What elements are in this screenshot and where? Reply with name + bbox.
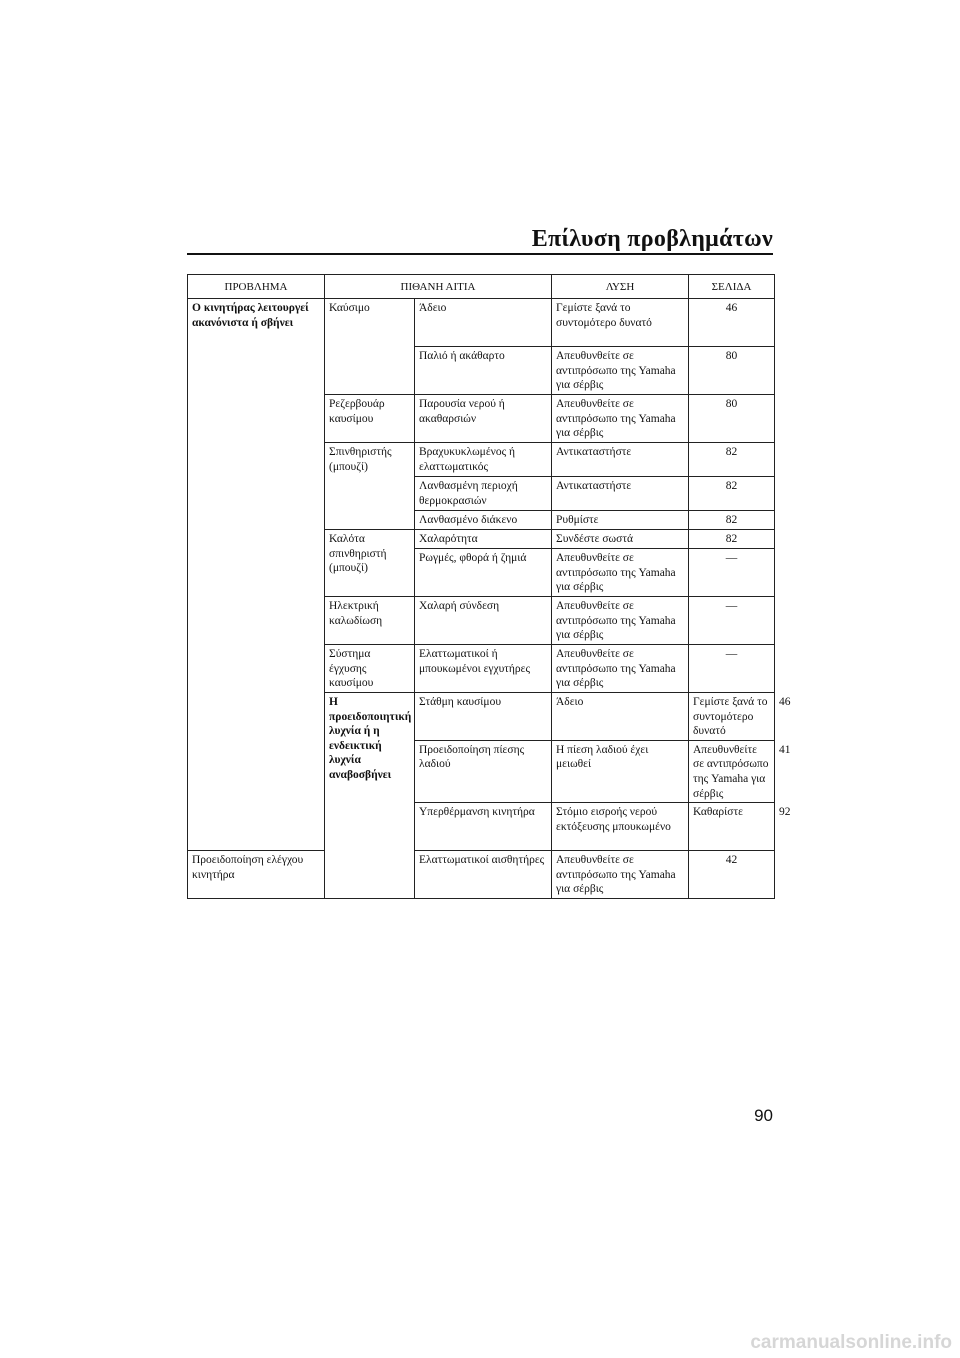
- page-ref-cell: 42: [689, 851, 775, 899]
- solution-cell: Απευθυνθείτε σε αντιπρόσωπο της Yamaha για σέρβις: [552, 347, 689, 395]
- page-number: 90: [754, 1106, 773, 1125]
- detail-cell: Ελαττωματικοί αισθητήρες: [415, 851, 552, 899]
- cause-cell: Υπερθέρμανση κινητήρα: [415, 803, 552, 851]
- solution-cell: Ρυθμίστε: [552, 511, 689, 530]
- solution-cell: Αντικαταστήστε: [552, 477, 689, 511]
- page-ref-cell: —: [689, 549, 775, 597]
- table-row: Προειδοποίηση πίεσης λαδιού Η πίεση λαδιού έχει μειωθεί Απευθυνθείτε σε αντιπρόσωπο της Yamaha για σέρβις 41: [188, 740, 775, 802]
- solution-cell: Απευθυνθείτε σε αντιπρόσωπο της Yamaha για σέρβις: [552, 597, 689, 645]
- solution-cell: Συνδέστε σωστά: [552, 530, 689, 549]
- page-ref-cell: 80: [689, 395, 775, 443]
- cause-cell: Καλότα σπινθηριστή (μπουζί): [325, 530, 415, 597]
- detail-cell: Ρωγμές, φθορά ή ζημιά: [415, 549, 552, 597]
- table-row: [188, 299, 775, 347]
- title-divider: [187, 253, 773, 255]
- solution-cell: Γεμίστε ξανά το συντομότερο δυνατό: [552, 299, 689, 347]
- detail-cell: Άδειο: [552, 693, 689, 741]
- detail-cell: Λανθασμένο διάκενο: [415, 511, 552, 530]
- header-solution: ΛΥΣΗ: [552, 275, 689, 299]
- cause-cell: Προειδοποίηση ελέγχου κινητήρα: [188, 851, 325, 899]
- detail-cell: Χαλαρότητα: [415, 530, 552, 549]
- detail-cell: Η πίεση λαδιού έχει μειωθεί: [552, 740, 689, 802]
- solution-cell: Γεμίστε ξανά το συντομότερο δυνατό: [689, 693, 775, 741]
- table-row: Υπερθέρμανση κινητήρα Στόμιο εισροής νερού εκτόξευσης μπουκωμένο Καθαρίστε 92: [188, 803, 775, 851]
- cause-cell: Καύσιμο: [325, 299, 415, 395]
- detail-cell: Άδειο: [415, 299, 552, 347]
- table-row: Η προειδοποιητική λυχνία ή η ενδεικτική λυχνία αναβοσβήνει Στάθμη καυσίμου Άδειο Γεμίστε ξανά το συντομότερο δυνατό 46: [188, 693, 775, 741]
- cause-cell: Σύστημα έγχυσης καυσίμου: [325, 645, 415, 693]
- page-ref-cell: —: [689, 645, 775, 693]
- solution-cell: Απευθυνθείτε σε αντιπρόσωπο της Yamaha για σέρβις: [552, 395, 689, 443]
- detail-cell: Παλιό ή ακάθαρτο: [415, 347, 552, 395]
- problem-cell: Ο κινητήρας λειτουργεί ακανόνιστα ή σβήνει: [188, 299, 325, 851]
- solution-cell: Αντικαταστήστε: [552, 443, 689, 477]
- detail-cell: Ελαττωματικοί ή μπουκωμένοι εγχυτήρες: [415, 645, 552, 693]
- page-ref-cell: 82: [689, 477, 775, 511]
- page-ref-cell: 46: [689, 299, 775, 347]
- solution-cell: Απευθυνθείτε σε αντιπρόσωπο της Yamaha για σέρβις: [552, 645, 689, 693]
- solution-cell: Απευθυνθείτε σε αντιπρόσωπο της Yamaha για σέρβις: [552, 549, 689, 597]
- page-ref-cell: 82: [689, 443, 775, 477]
- header-problem: ΠΡΟΒΛΗΜΑ: [188, 275, 325, 299]
- table-header-row: [188, 275, 775, 299]
- table-row: [188, 851, 775, 899]
- header-page: ΣΕΛΙΔΑ: [689, 275, 775, 299]
- page-ref-cell: 82: [689, 530, 775, 549]
- detail-cell: Λανθασμένη περιοχή θερμοκρασιών: [415, 477, 552, 511]
- page-title: Επίλυση προβλημάτων: [531, 226, 773, 252]
- troubleshooting-table: [187, 274, 791, 899]
- header-cause: ΠΙΘΑΝΗ ΑΙΤΙΑ: [325, 275, 552, 299]
- detail-cell: Παρουσία νερού ή ακαθαρσιών: [415, 395, 552, 443]
- solution-cell: Απευθυνθείτε σε αντιπρόσωπο της Yamaha για σέρβις: [689, 740, 775, 802]
- page-ref-cell: 80: [689, 347, 775, 395]
- problem-cell: Η προειδοποιητική λυχνία ή η ενδεικτική λυχνία αναβοσβήνει: [325, 693, 415, 899]
- cause-cell: Ρεζερβουάρ καυσίμου: [325, 395, 415, 443]
- solution-cell: Καθαρίστε: [689, 803, 775, 851]
- cause-cell: Προειδοποίηση πίεσης λαδιού: [415, 740, 552, 802]
- cause-cell: Σπινθηριστής (μπουζί): [325, 443, 415, 530]
- detail-cell: Βραχυκυκλωμένος ή ελαττωματικός: [415, 443, 552, 477]
- watermark: carmanualsonline.info: [750, 1332, 952, 1353]
- page-ref-cell: 82: [689, 511, 775, 530]
- detail-cell: Χαλαρή σύνδεση: [415, 597, 552, 645]
- cause-cell: Ηλεκτρική καλωδίωση: [325, 597, 415, 645]
- detail-cell: Στόμιο εισροής νερού εκτόξευσης μπουκωμένο: [552, 803, 689, 851]
- solution-cell: Απευθυνθείτε σε αντιπρόσωπο της Yamaha για σέρβις: [552, 851, 689, 899]
- cause-cell: Στάθμη καυσίμου: [415, 693, 552, 741]
- page-ref-cell: —: [689, 597, 775, 645]
